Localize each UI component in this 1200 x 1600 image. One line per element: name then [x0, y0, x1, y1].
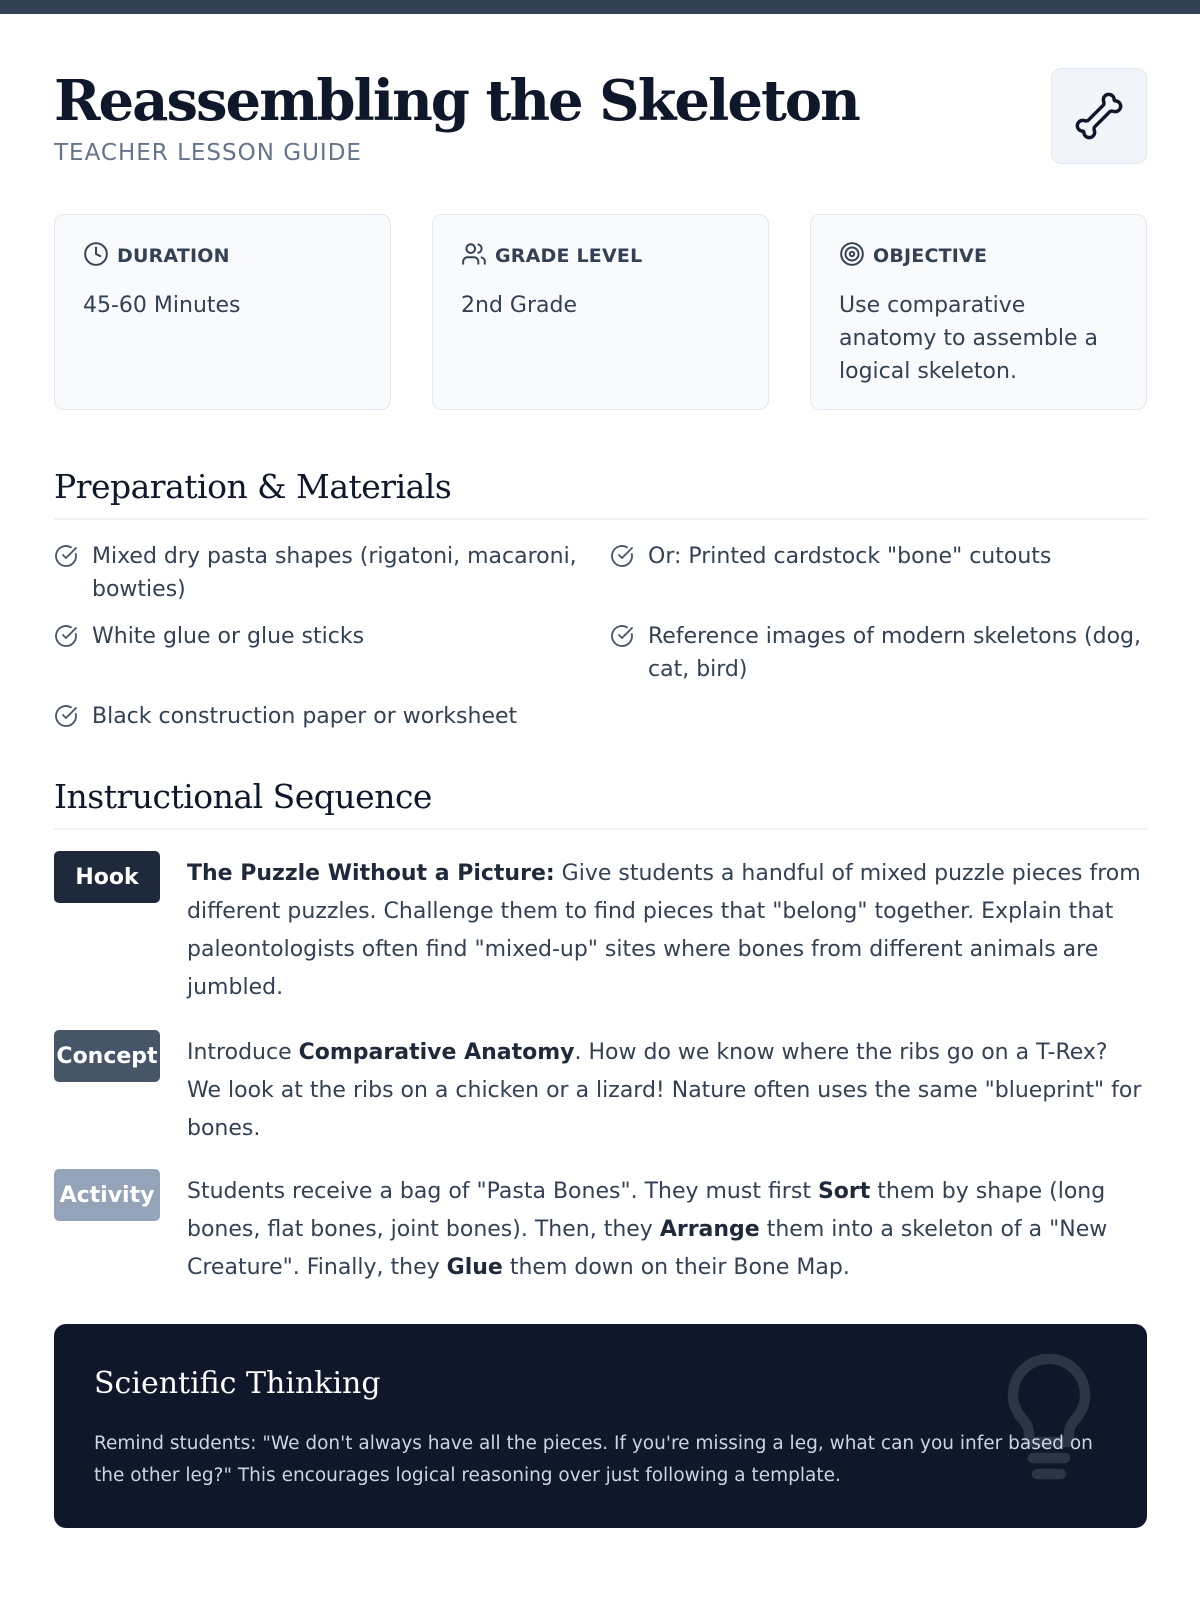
- material-text: Or: Printed cardstock "bone" cutouts: [648, 544, 1052, 569]
- grade-level-card: [432, 214, 769, 410]
- scientific-thinking-callout: [54, 1324, 1147, 1528]
- check-circle-icon: [54, 544, 80, 578]
- callout-text: Remind students: "We don't always have all the pieces. If you're missing a leg, what can you infer based on the other leg?" This encourages logical reasoning over just following a template.: [94, 1433, 1093, 1486]
- material-item: [54, 540, 594, 606]
- material-text: White glue or glue sticks: [92, 624, 365, 649]
- material-item: [610, 540, 1147, 578]
- clock-icon: [83, 241, 109, 271]
- check-circle-icon: [610, 544, 636, 578]
- concept-badge: Concept: [54, 1030, 160, 1082]
- materials-list: [54, 540, 1147, 740]
- material-text: Black construction paper or worksheet: [92, 704, 518, 729]
- duration-label: DURATION: [117, 245, 230, 267]
- page-header: [54, 66, 1147, 176]
- sequence-divider: [54, 828, 1147, 830]
- top-accent-bar: [0, 0, 1200, 14]
- concept-text: Introduce Comparative Anatomy. How do we know where the ribs go on a T-Rex? We look at the ribs on a chicken or a lizard! Nature often uses the same "blueprint" for bones.: [187, 1040, 1142, 1141]
- target-icon: [839, 241, 865, 271]
- hook-text: The Puzzle Without a Picture: Give students a handful of mixed puzzle pieces from different puzzles. Challenge them to find pieces that "belong" together. Explain that paleontologists often find "mixed-up" sites where bones from different animals are jumbled.: [187, 861, 1141, 1000]
- sequence-title: Instructional Sequence: [54, 777, 432, 816]
- hook-badge: Hook: [54, 851, 160, 903]
- activity-badge: Activity: [54, 1169, 160, 1221]
- check-circle-icon: [54, 704, 80, 738]
- materials-title: Preparation & Materials: [54, 467, 452, 506]
- grade-level-value: 2nd Grade: [461, 293, 577, 318]
- material-text: Mixed dry pasta shapes (rigatoni, macaroni, bowties): [92, 544, 577, 602]
- materials-divider: [54, 518, 1147, 520]
- check-circle-icon: [54, 624, 80, 658]
- page-title: Reassembling the Skeleton: [54, 68, 859, 134]
- material-item: [54, 620, 594, 658]
- bone-icon: [1051, 68, 1147, 164]
- callout-title: Scientific Thinking: [94, 1366, 381, 1401]
- duration-value: 45-60 Minutes: [83, 293, 241, 318]
- check-circle-icon: [610, 624, 636, 658]
- material-item: [54, 700, 594, 738]
- page-subtitle: TEACHER LESSON GUIDE: [54, 140, 362, 166]
- material-item: [610, 620, 1147, 686]
- grade-level-label: GRADE LEVEL: [495, 245, 643, 267]
- objective-card: [810, 214, 1147, 410]
- objective-label: OBJECTIVE: [873, 245, 988, 267]
- info-cards: [54, 214, 1147, 410]
- users-icon: [461, 241, 487, 271]
- duration-card: [54, 214, 391, 410]
- material-text: Reference images of modern skeletons (dog, cat, bird): [648, 624, 1141, 682]
- activity-text: Students receive a bag of "Pasta Bones". They must first Sort them by shape (long bones, flat bones, joint bones). Then, they Arrange them into a skeleton of a "New Creature". Finally, they Glue them down on their Bone Map.: [187, 1179, 1108, 1280]
- objective-value: Use comparative anatomy to assemble a logical skeleton.: [839, 293, 1098, 384]
